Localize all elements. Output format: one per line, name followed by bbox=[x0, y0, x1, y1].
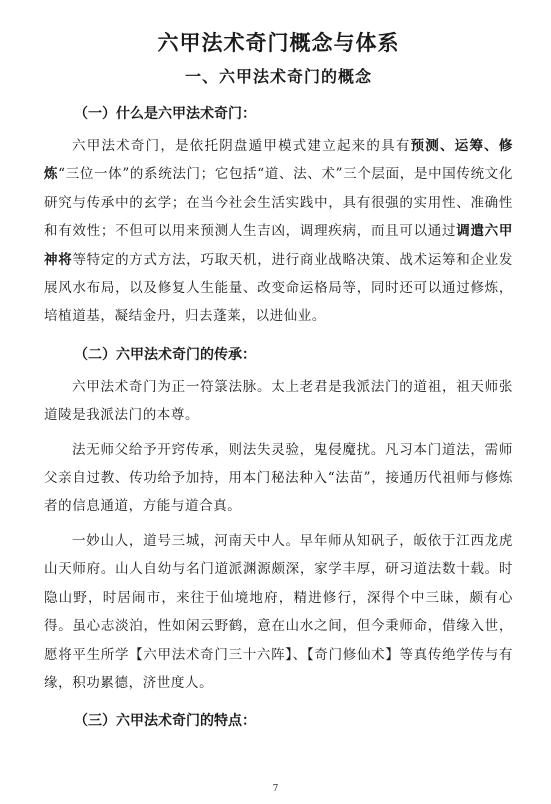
paragraph bbox=[44, 132, 513, 331]
text-run: 一妙山人，道号三城，河南天中人。早年师从知矾子，皈依于江西龙虎山天师府。山人自幼与名门道派渊源颇深，家学丰厚，研习道法数十载。时隐山野，时居闹市，来往于仙境地府，精进修行，深得个中三昧，颇有心得。虽心志淡泊，性如闲云野鹤，意在山水之间，但今秉师命，借缘入世，愿将平生所学【六甲法术奇门三十六阵】、【奇门修仙术】等真传绝学传与有缘，积功累德，济世度人。 bbox=[44, 532, 513, 691]
text-run: 六甲法术奇门为正一符箓法脉。太上老君是我派法门的道祖，祖天师张道陵是我派法门的本尊。 bbox=[44, 378, 513, 424]
subsection-heading: （三）六甲法术奇门的特点： bbox=[74, 713, 256, 730]
section-title: 一、六甲法术奇门的概念 bbox=[184, 67, 372, 86]
subsection-heading: （一）什么是六甲法术奇门： bbox=[74, 106, 256, 122]
text-run: 六甲法术奇门，是依托阴盘遁甲模式建立起来的具有 bbox=[72, 138, 411, 154]
subsection-heading: （二）六甲法术奇门的传承： bbox=[74, 346, 256, 363]
page-number: 7 bbox=[272, 784, 279, 794]
text-run: 法无师父给予开窍传承，则法失灵验，鬼侵魔扰。凡习本门道法，需师父亲自过教、传功给予加持，用本门秘法种入“法苗”，接通历代祖师与修炼者的信息通道，方能与道合真。 bbox=[44, 441, 513, 515]
text-run: “三位一体”的系统法门；它包括“道、法、术”三个层面，是中国传统文化研究与传承中的玄学；在当今社会生活实践中，具有很强的实用性、准确性和有效性；不但可以用来预测人生吉凶，调理疾病，而且可以通过 bbox=[44, 166, 513, 240]
bold-text-run: 调遣六甲神将 bbox=[44, 223, 513, 268]
paragraph bbox=[44, 436, 513, 521]
paragraph bbox=[44, 373, 513, 430]
document-body bbox=[44, 100, 513, 735]
paragraph bbox=[44, 527, 513, 697]
bold-text-run: 预测、运筹、修炼 bbox=[44, 138, 513, 183]
text-run: 等特定的方式方法，巧取天机，进行商业战略决策、战术运筹和企业发展风水布局，以及修复人生能量、改变命运格局等，同时还可以通过修炼，培植道基，凝结金丹，归去蓬莱，以进仙业。 bbox=[44, 251, 513, 325]
document-title: 六甲法术奇门概念与体系 bbox=[157, 30, 400, 55]
